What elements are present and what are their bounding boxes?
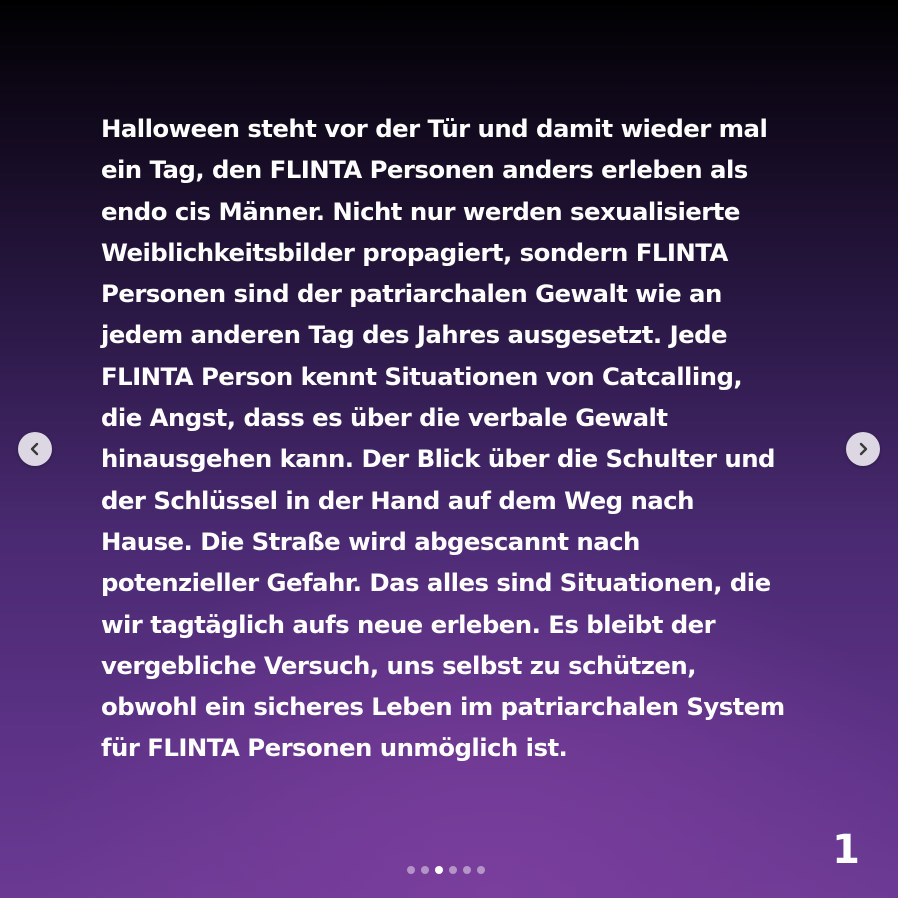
pagination-dot[interactable] <box>463 866 471 874</box>
pagination-dot[interactable] <box>421 866 429 874</box>
chevron-right-icon <box>855 441 871 457</box>
pagination-dot[interactable] <box>449 866 457 874</box>
post-body-text: Halloween steht vor der Tür und damit wieder mal ein Tag, den FLINTA Personen anders erleben als endo cis Männer. Nicht nur werden sexualisierte Weiblichkeitsbilder propagiert, sondern FLINTA Personen sind der patriarchalen Gewalt wie an jedem anderen Tag des Jahres ausgesetzt. Jede FLINTA Person kennt Situationen von Catcalling, die Angst, dass es über die verbale Gewalt hinausgehen kann. Der Blick über die Schulter und der Schlüssel in der Hand auf dem Weg nach Hause. Die Straße wird abgescannt nach potenzieller Gefahr. Das alles sind Situationen, die wir tagtäglich aufs neue erleben. Es bleibt der vergebliche Versuch, uns selbst zu schützen, obwohl ein sicheres Leben im patriarchalen System für FLINTA Personen unmöglich ist. <box>101 114 785 763</box>
pagination-dot-active[interactable] <box>435 866 443 874</box>
next-slide-button[interactable] <box>846 432 880 466</box>
chevron-left-icon <box>27 441 43 457</box>
previous-slide-button[interactable] <box>18 432 52 466</box>
pagination-dot[interactable] <box>407 866 415 874</box>
carousel-pagination-dots <box>407 866 485 874</box>
slide-page-number: 1 <box>832 827 860 873</box>
pagination-dot[interactable] <box>477 866 485 874</box>
